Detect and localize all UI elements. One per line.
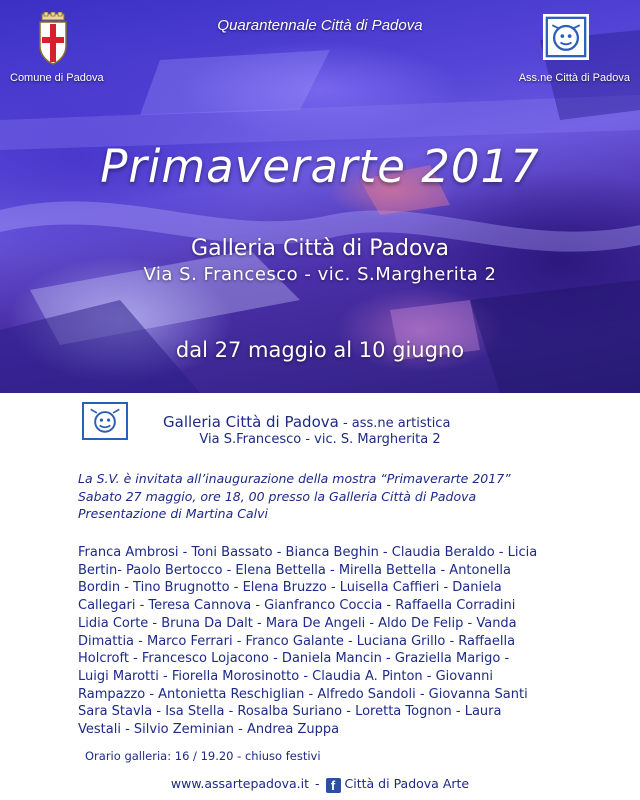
top-tagline: Quarantennale Città di Padova: [217, 17, 423, 34]
artist-list-line: Holcroft - Francesco Lojacono - Daniela Mancin - Graziella Marigo -: [78, 651, 510, 667]
footer-separator: -: [315, 776, 320, 791]
artist-list-line: Lidia Corte - Bruna Da Dalt - Mara De Angeli - Aldo De Felip - Vanda: [78, 615, 517, 631]
association-logo-icon: [543, 14, 589, 60]
exhibition-title: Primaverarte 2017: [100, 140, 540, 193]
footer: [0, 776, 640, 793]
artist-list-line: Luigi Marotti - Fiorella Morosinotto - Claudia A. Pinton - Giovanni: [78, 668, 493, 684]
artist-list: [78, 544, 564, 739]
gallery-heading: [163, 413, 450, 431]
artist-list-line: Callegari - Teresa Cannova - Gianfranco Coccia - Raffaella Corradini: [78, 598, 516, 614]
association-label: Ass.ne Città di Padova: [518, 72, 630, 84]
artist-list-line: Bordin - Tino Brugnotto - Elena Bruzzo - Luisella Caffieri - Daniela: [78, 580, 502, 596]
hero-painting: [0, 0, 640, 393]
invitation-line: Sabato 27 maggio, ore 18, 00 presso la Galleria Città di Padova: [78, 488, 477, 504]
invitation-line: La S.V. è invitata all’inaugurazione della mostra “Primaverarte 2017”: [78, 471, 511, 486]
hero-gallery-name: Galleria Città di Padova: [191, 236, 449, 261]
gallery-suffix: - ass.ne artistica: [338, 416, 451, 431]
artist-list-line: Franca Ambrosi - Toni Bassato - Bianca Beghin - Claudia Beraldo - Licia: [78, 545, 538, 560]
gallery-address: Via S.Francesco - vic. S. Margherita 2: [199, 432, 441, 447]
website-link[interactable]: www.assartepadova.it: [170, 776, 310, 791]
artist-list-line: Vestali - Silvio Zeminian - Andrea Zuppa: [78, 722, 340, 738]
gallery-name: Galleria Città di Padova: [163, 413, 339, 431]
comune-label: Comune di Padova: [10, 72, 104, 84]
hero-address: Via S. Francesco - vic. S.Margherita 2: [143, 264, 497, 285]
facebook-page-link[interactable]: Città di Padova Arte: [344, 776, 470, 791]
gallery-hours: Orario galleria: 16 / 19.20 - chiuso festivi: [85, 749, 321, 763]
invitation-line: Presentazione di Martina Calvi: [78, 506, 268, 521]
artist-list-line: Dimattia - Marco Ferrari - Franco Galante - Luciana Grillo - Raffaella: [78, 633, 516, 649]
comune-crest-icon: [36, 12, 70, 66]
facebook-icon[interactable]: f: [326, 778, 341, 793]
exhibition-dates: dal 27 maggio al 10 giugno: [175, 338, 465, 362]
artist-list-line: Rampazzo - Antonietta Reschiglian - Alfredo Sandoli - Giovanna Santi: [78, 686, 528, 702]
invitation-text: [78, 470, 511, 523]
artist-list-line: Sara Stavla - Isa Stella - Rosalba Suriano - Loretta Tognon - Laura: [78, 704, 502, 720]
artist-list-line: Bertin- Paolo Bertocco - Elena Bettella - Mirella Bettella - Antonella: [78, 562, 511, 578]
